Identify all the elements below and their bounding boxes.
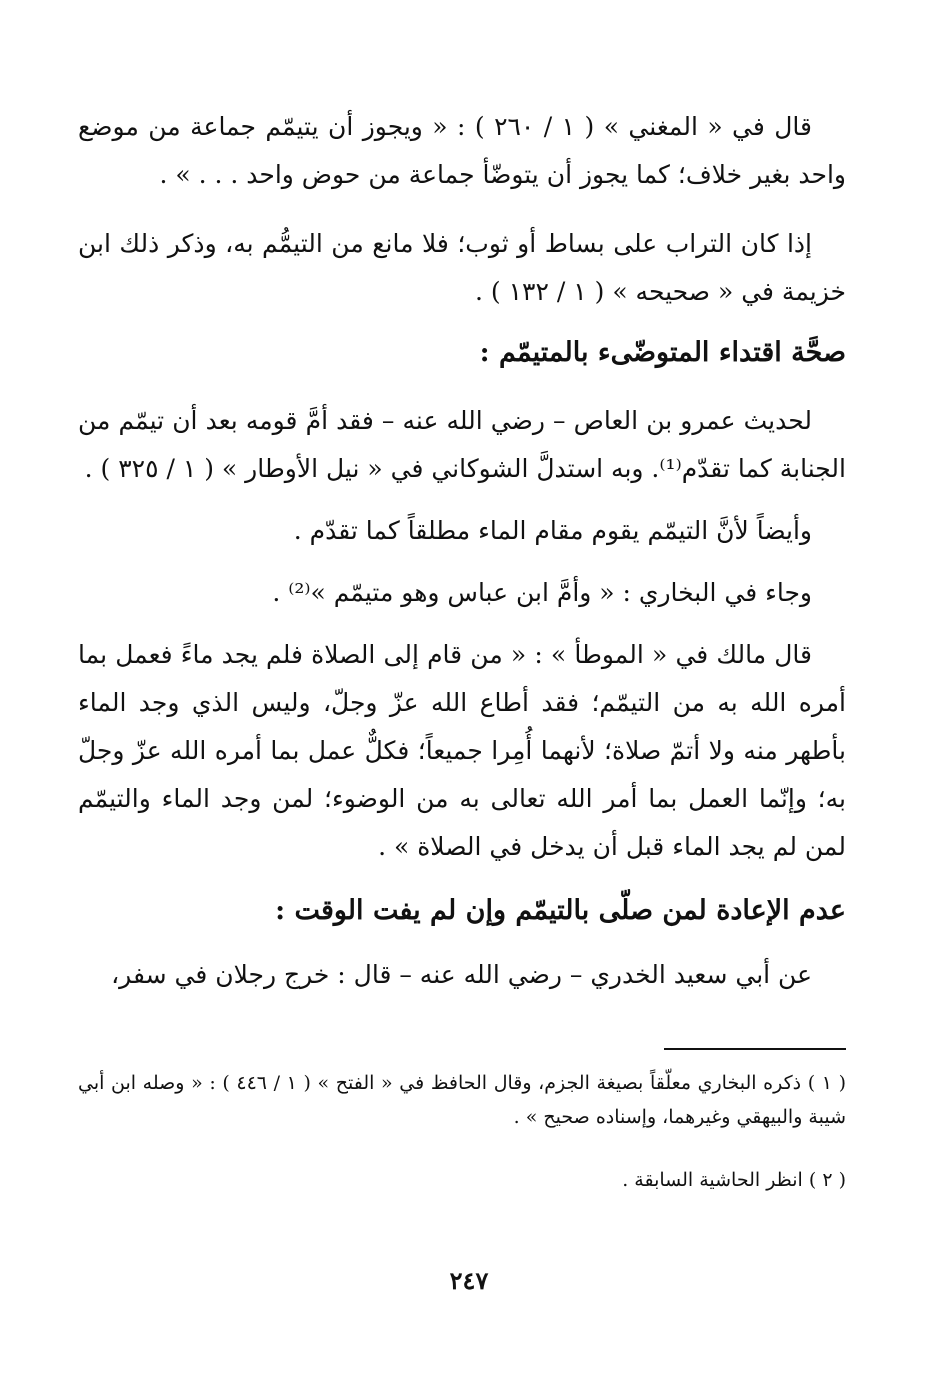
footnote-2: ( ٢ ) انظر الحاشية السابقة .: [622, 1169, 846, 1191]
paragraph-mughni-quote: قال في « المغني » ( ١ / ٢٦٠ ) : « ويجوز أن يتيمّم جماعة من موضع واحد بغير خلاف؛ كما يجوز أن يتوضّأ جماعة من حوض واحد . . . » .: [78, 112, 846, 189]
paragraph-bukhari-ibn-abbas: وجاء في البخاري : « وأمَّ ابن عباس وهو متيمّم »⁽²⁾ .: [272, 578, 812, 607]
footnote-separator: [664, 1048, 846, 1050]
page-number: ٢٤٧: [449, 1266, 489, 1295]
body-text: [78, 103, 846, 999]
paragraph-tayammum-replaces-water: وأيضاً لأنَّ التيمّم يقوم مقام الماء مطلقاً كما تقدّم .: [293, 516, 812, 545]
section-heading-following-tayammum: صحَّة اقتداء المتوضّىء بالمتيمّم :: [479, 337, 846, 368]
paragraph-abu-said: عن أبي سعيد الخدري – رضي الله عنه – قال : خرج رجلان في سفر،: [111, 960, 812, 989]
paragraph-dust-on-cloth: إذا كان التراب على بساط أو ثوب؛ فلا مانع من التيمُّم به، وذكر ذلك ابن خزيمة في « صحيحه » ( ١ / ١٣٢ ) .: [78, 229, 846, 306]
footnote-1: ( ١ ) ذكره البخاري معلّقاً بصيغة الجزم، وقال الحافظ في « الفتح » ( ١ / ٤٤٦ ) : « وصله ابن أبي شيبة والبيهقي وغيرهما، وإسناده صحيح » .: [78, 1072, 846, 1128]
paragraph-amr-ibn-al-as: لحديث عمرو بن العاص – رضي الله عنه – فقد أمَّ قومه بعد أن تيمّم من الجنابة كما تقدّم⁽¹⁾. وبه استدلَّ الشوكاني في « نيل الأوطار » ( ١ / ٣٢٥ ) .: [78, 406, 846, 483]
section-heading-no-repetition: عدم الإعادة لمن صلّى بالتيمّم وإن لم يفت الوقت :: [275, 895, 846, 926]
paragraph-malik-muwatta: قال مالك في « الموطأ » : « من قام إلى الصلاة فلم يجد ماءً فعمل بما أمره الله به من التيمّم؛ فقد أطاع الله عزّ وجلّ، وليس الذي وجد الماء بأطهر منه ولا أتمّ صلاة؛ لأنهما أُمِرا جميعاً؛ فكلٌّ عمل بما أمره الله عزّ وجلّ به؛ وإنّما العمل بما أمر الله تعالى به من الوضوء؛ لمن وجد الماء والتيمّم لمن لم يجد الماء قبل أن يدخل في الصلاة » .: [78, 640, 846, 861]
